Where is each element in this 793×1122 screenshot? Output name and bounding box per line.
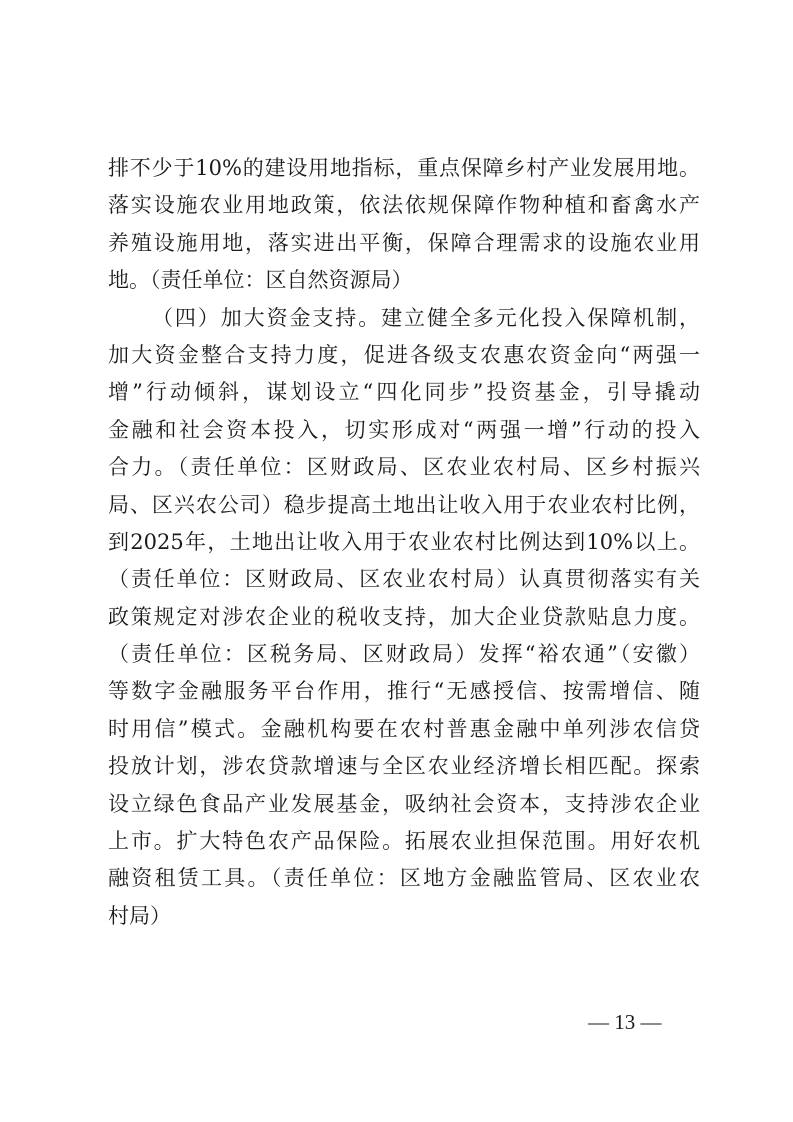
text-line: （责任单位：区财政局、区农业农村局）认真贯彻落实有关 bbox=[108, 567, 700, 592]
page-number: — 13 — bbox=[588, 1010, 662, 1034]
text-line: 投放计划，涉农贷款增速与全区农业经济增长相匹配。探索 bbox=[108, 754, 700, 779]
text-line: 落实设施农业用地政策，依法依规保障作物种植和畜禽水产 bbox=[108, 193, 700, 218]
text-line: 上市。扩大特色农产品保险。拓展农业担保范围。用好农机 bbox=[108, 829, 700, 854]
text-line: 加大资金整合支持力度，促进各级支农惠农资金向“两强一 bbox=[108, 342, 700, 367]
text-line: 合力。（责任单位：区财政局、区农业农村局、区乡村振兴 bbox=[108, 455, 700, 480]
text-line: 时用信”模式。金融机构要在农村普惠金融中单列涉农信贷 bbox=[108, 716, 700, 741]
text-line: 排不少于10%的建设用地指标，重点保障乡村产业发展用地。 bbox=[108, 156, 700, 180]
body-text bbox=[108, 150, 700, 935]
text-line: 增”行动倾斜，谋划设立“四化同步”投资基金，引导撬动 bbox=[108, 380, 700, 405]
text-line: 金融和社会资本投入，切实形成对“两强一增”行动的投入 bbox=[108, 417, 700, 442]
text-line: 局、区兴农公司）稳步提高土地出让收入用于农业农村比例， bbox=[108, 492, 700, 517]
text-line: 到2025年，土地出让收入用于农业农村比例达到10%以上。 bbox=[108, 529, 700, 554]
text-line: 设立绿色食品产业发展基金，吸纳社会资本，支持涉农企业 bbox=[108, 791, 700, 816]
text-line: （责任单位：区税务局、区财政局）发挥“裕农通”（安徽） bbox=[108, 642, 700, 667]
text-line: 养殖设施用地，落实进出平衡，保障合理需求的设施农业用 bbox=[108, 230, 700, 255]
text-line: 融资租赁工具。（责任单位：区地方金融监管局、区农业农 bbox=[108, 866, 700, 891]
text-line: 等数字金融服务平台作用，推行“无感授信、按需增信、随 bbox=[108, 679, 700, 704]
text-line: 政策规定对涉农企业的税收支持，加大企业贷款贴息力度。 bbox=[108, 604, 700, 629]
text-line: 地。（责任单位：区自然资源局） bbox=[108, 268, 413, 293]
text-line: （四）加大资金支持。建立健全多元化投入保障机制， bbox=[152, 305, 700, 330]
text-line: 村局） bbox=[108, 903, 171, 928]
